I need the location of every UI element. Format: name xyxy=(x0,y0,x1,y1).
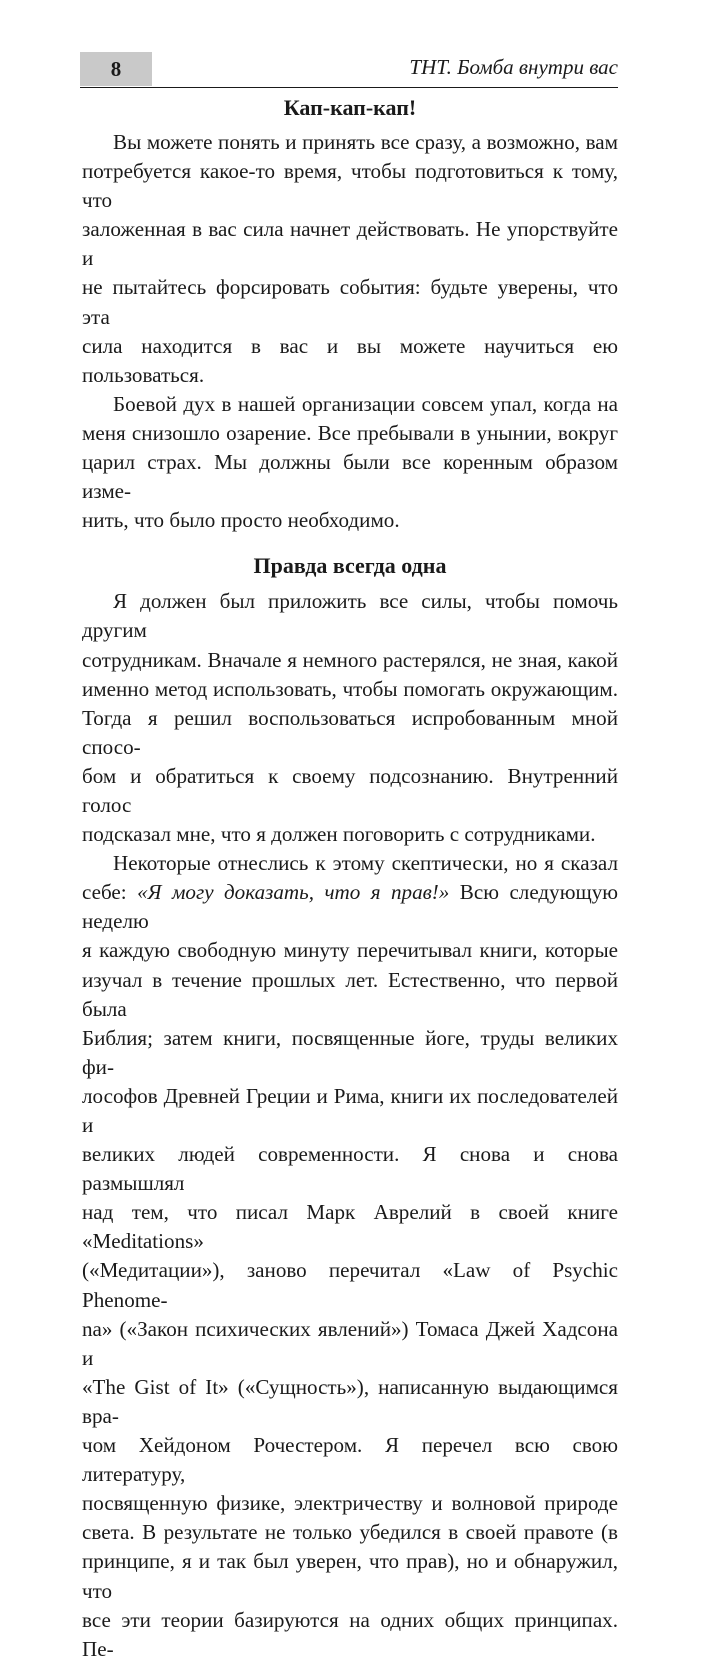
text-line: меня снизошло озарение. Все пребывали в унынии, вокруг xyxy=(82,420,618,445)
text-line: Тогда я решил воспользоваться испробованным мной спосо- xyxy=(82,705,618,759)
page-number: 8 xyxy=(80,52,152,86)
text-line: принципе, я и так был уверен, что прав), но и обнаружил, что xyxy=(82,1549,618,1603)
section-heading-2: Правда всегда одна xyxy=(253,553,447,579)
paragraph-3 xyxy=(82,587,618,849)
text-line: na» («Закон психических явлений») Томаса Джей Хадсона и xyxy=(82,1316,618,1370)
paragraph-2 xyxy=(82,390,618,535)
text-line: изучал в течение прошлых лет. Естественно, что первой была xyxy=(82,967,618,1021)
text-line: Я должен был приложить все силы, чтобы помочь другим xyxy=(82,589,618,643)
page-header xyxy=(80,52,618,88)
text-line: чом Хейдоном Рочестером. Я перечел всю свою литературу, xyxy=(82,1433,618,1487)
text-line: царил страх. Мы должны были все коренным образом изме- xyxy=(82,450,618,504)
text-line: потребуется какое-то время, чтобы подготовиться к тому, что xyxy=(82,159,618,213)
page-body xyxy=(82,88,618,1664)
text-line: «The Gist of It» («Сущность»), написанную выдающимся вра- xyxy=(82,1374,618,1428)
text-line: света. В результате не только убедился в своей правоте (в xyxy=(82,1520,618,1545)
text-line: Некоторые отнеслись к этому скептически, но я сказал xyxy=(113,851,618,876)
text-line: великих людей современности. Я снова и снова размышлял xyxy=(82,1142,618,1196)
text-fragment: себе: xyxy=(82,880,138,905)
section-heading-1: Кап-кап-кап! xyxy=(283,95,417,120)
text-line: бом и обратиться к своему подсознанию. Внутренний голос xyxy=(82,763,618,817)
text-line: Библия; затем книги, посвященные йоге, труды великих фи- xyxy=(82,1025,618,1079)
text-line-with-quote xyxy=(82,878,618,936)
text-line: Боевой дух в нашей организации совсем упал, когда на xyxy=(113,391,618,416)
text-line: сила находится в вас и вы можете научиться ею пользоваться. xyxy=(82,333,618,387)
text-line: лософов Древней Греции и Рима, книги их последователей и xyxy=(82,1083,618,1137)
paragraph-1 xyxy=(82,128,618,390)
text-line: посвященную физике, электричеству и волновой природе xyxy=(82,1491,618,1516)
text-line: («Медитации»), заново перечитал «Law of Psychic Phenome- xyxy=(82,1258,618,1312)
text-line: сотрудникам. Вначале я немного растерялся, не зная, какой xyxy=(82,647,618,672)
running-title: ТНТ. Бомба внутри вас xyxy=(409,55,618,79)
text-line: подсказал мне, что я должен поговорить с сотрудниками. xyxy=(82,822,596,847)
paragraph-4 xyxy=(82,849,618,1664)
text-line: все эти теории базируются на одних общих принципах. Пе- xyxy=(82,1607,618,1661)
text-line: именно метод использовать, чтобы помогать окружающим. xyxy=(82,676,618,701)
text-fragment: Всю следующую неделю xyxy=(82,880,618,934)
italic-quote: «Я могу доказать, что я прав!» xyxy=(137,880,450,905)
text-line: я каждую свободную минуту перечитывал книги, которые xyxy=(82,938,618,963)
text-line: не пытайтесь форсировать события: будьте уверены, что эта xyxy=(82,275,618,329)
text-line: нить, что было просто необходимо. xyxy=(82,508,400,533)
text-line: над тем, что писал Марк Аврелий в своей книге «Meditations» xyxy=(82,1200,618,1254)
text-line: Вы можете понять и принять все сразу, а возможно, вам xyxy=(113,130,618,154)
text-line: заложенная в вас сила начнет действовать. Не упорствуйте и xyxy=(82,217,618,271)
